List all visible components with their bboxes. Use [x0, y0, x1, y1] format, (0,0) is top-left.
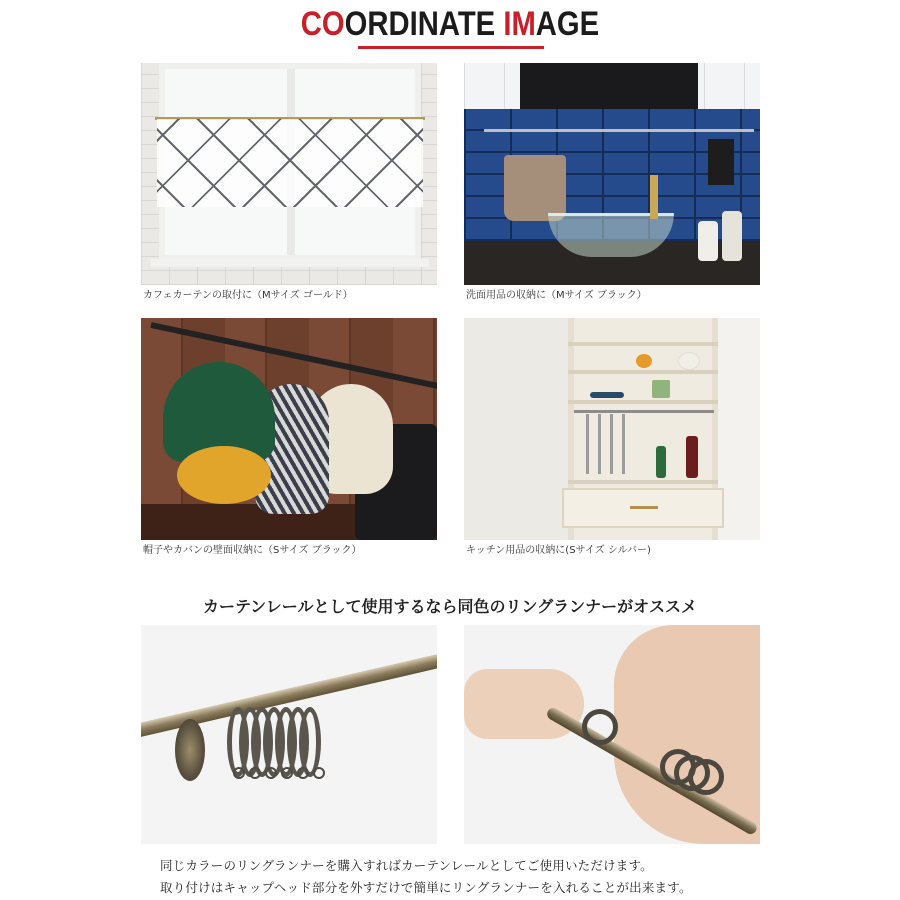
title-text-2: AGE [535, 5, 600, 43]
photo-rod-with-rings [141, 625, 437, 844]
title-underline [358, 46, 544, 49]
body-text-line-1: 同じカラーのリングランナーを購入すればカーテンレールとしてご使用いただけます。 [160, 858, 653, 873]
photo-hands-inserting-rings [464, 625, 760, 844]
caption-washroom: 洗面用品の収納に（Mサイズ ブラック） [466, 290, 647, 301]
page-title [63, 4, 837, 44]
title-accent-2: IM [503, 5, 536, 43]
caption-kitchen: キッチン用品の収納に(Sサイズ シルバー) [466, 545, 651, 556]
photo-caps-bags [141, 318, 437, 540]
section-heading: カーテンレールとして使用するなら同色のリングランナーがオススメ [202, 597, 697, 616]
photo-washroom [464, 63, 760, 285]
photo-cafe-curtain [141, 63, 437, 285]
title-accent-1: CO [300, 5, 345, 43]
caption-caps-bags: 帽子やカバンの壁面収納に（Sサイズ ブラック） [143, 545, 362, 556]
body-text-line-2: 取り付けはキャップヘッド部分を外すだけで簡単にリングランナーを入れることが出来ます。 [160, 880, 692, 895]
caption-cafe-curtain: カフェカーテンの取付に（Mサイズ ゴールド） [143, 290, 353, 301]
photo-kitchen [464, 318, 760, 540]
title-text-1: ORDINATE [344, 5, 504, 43]
